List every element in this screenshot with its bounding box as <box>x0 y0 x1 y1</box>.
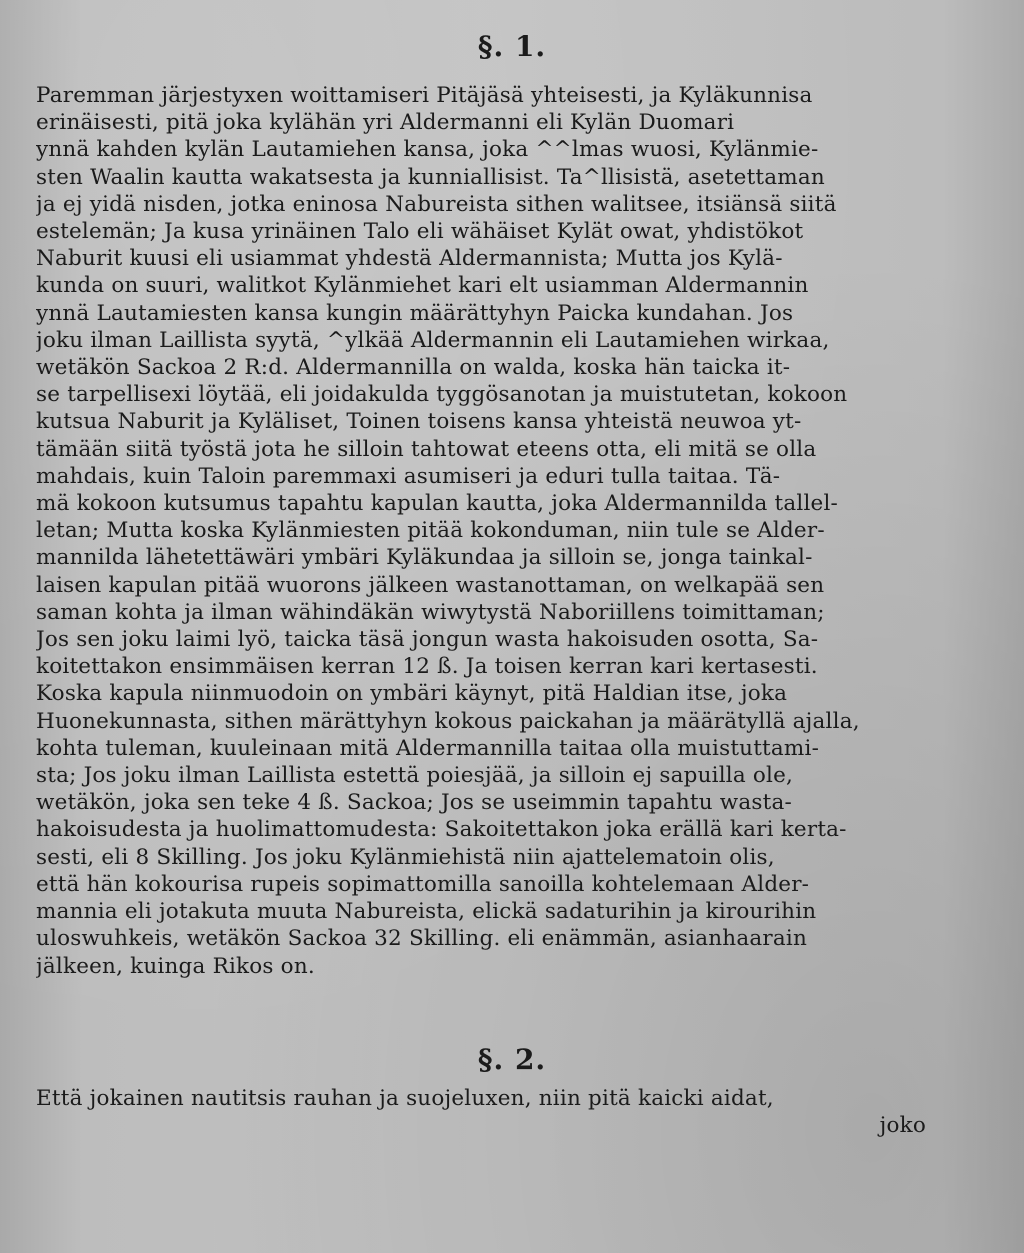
paragraph-line: Että jokainen nautitsis rauhan ja suojeluxen, niin pitä kaicki aidat, <box>36 1086 774 1111</box>
paragraph-line: mä kokoon kutsumus tapahtu kapulan kautta, joka Aldermannilda tallel- <box>36 491 839 517</box>
paragraph-line: Naburit kuusi eli usiammat yhdestä Aldermannista; Mutta jos Kylä- <box>36 246 783 272</box>
paragraph-line: kohta tuleman, kuuleinaan mitä Aldermannilla taitaa olla muistuttami- <box>36 735 820 761</box>
paragraph-line: saman kohta ja ilman wähindäkän wiwytystä Naboriillens toimittaman; <box>36 599 825 625</box>
paragraph-line: hakoisudesta ja huolimattomudesta: Sakoitettakon joka erällä kari kerta- <box>36 817 847 843</box>
paragraph-line: mannilda lähetettäwäri ymbäri Kyläkundaa ja silloin se, jonga tainkal- <box>36 545 813 571</box>
catchword: joko <box>879 1113 926 1139</box>
paragraph-line: ja ej yidä nisden, jotka eninosa Nabureista sithen walitsee, itsiänsä siitä <box>36 191 837 217</box>
paragraph-line: ynnä Lautamiesten kansa kungin määrättyhyn Paicka kundahan. Jos <box>36 300 794 326</box>
paragraph-line: sta; Jos joku ilman Laillista estettä poiesjää, ja silloin ej sapuilla ole, <box>36 763 794 789</box>
paragraph-line: sesti, eli 8 Skilling. Jos joku Kylänmiehistä niin ajattelematoin olis, <box>36 844 775 870</box>
paragraph-line: laisen kapulan pitää wuorons jälkeen wastanottaman, on welkapää sen <box>36 572 825 598</box>
paragraph-line: uloswuhkeis, wetäkön Sackoa 32 Skilling. eli enämmän, asianhaarain <box>36 926 808 952</box>
section-2-heading: §. 2. <box>477 1043 547 1076</box>
paragraph-line: jälkeen, kuinga Rikos on. <box>36 953 315 979</box>
section-2-paragraph <box>36 1085 926 1139</box>
section-1-paragraph <box>36 82 926 980</box>
paragraph-line: letan; Mutta koska Kylänmiesten pitää kokonduman, niin tule se Alder- <box>36 518 825 544</box>
paragraph-line: erinäisesti, pitä joka kylähän yri Aldermanni eli Kylän Duomari <box>36 110 735 136</box>
paragraph-line: kunda on suuri, walitkot Kylänmiehet kari elt usiamman Aldermannin <box>36 273 809 299</box>
paragraph-line: Huonekunnasta, sithen märättyhyn kokous paickahan ja määrätyllä ajalla, <box>36 708 860 734</box>
paragraph-line: Koska kapula niinmuodoin on ymbäri käynyt, pitä Haldian itse, joka <box>36 681 788 707</box>
paragraph-line: mannia eli jotakuta muuta Nabureista, elickä sadaturihin ja kirourihin <box>36 899 817 925</box>
paragraph-line: koitettakon ensimmäisen kerran 12 ß. Ja toisen kerran kari kertasesti. <box>36 654 818 680</box>
paragraph-line: Paremman järjestyxen woittamiseri Pitäjäsä yhteisesti, ja Kyläkunnisa <box>36 83 813 108</box>
section-1-heading: §. 1. <box>477 30 547 63</box>
paragraph-line: mahdais, kuin Taloin paremmaxi asumiseri ja eduri tulla taitaa. Tä- <box>36 463 781 489</box>
paragraph-line: Jos sen joku laimi lyö, taicka täsä jongun wasta hakoisuden osotta, Sa- <box>36 627 819 653</box>
paragraph-line: tämään siitä työstä jota he silloin tahtowat eteens otta, eli mitä se olla <box>36 436 817 462</box>
paragraph-line: estelemän; Ja kusa yrinäinen Talo eli wähäiset Kylät owat, yhdistökot <box>36 219 804 245</box>
paragraph-line: kutsua Naburit ja Kyläliset, Toinen toisens kansa yhteistä neuwoa yt- <box>36 409 802 435</box>
paragraph-line: wetäkön Sackoa 2 R:d. Aldermannilla on walda, koska hän taicka it- <box>36 355 791 381</box>
paragraph-line: se tarpellisexi löytää, eli joidakulda tyggösanotan ja muistutetan, kokoon <box>36 382 848 408</box>
paragraph-line: joku ilman Laillista syytä, ^ylkää Aldermannin eli Lautamiehen wirkaa, <box>36 327 830 353</box>
paragraph-line: sten Waalin kautta wakatsesta ja kunniallisist. Ta^llisistä, asetettaman <box>36 164 825 190</box>
paragraph-line: että hän kokourisa rupeis sopimattomilla sanoilla kohtelemaan Alder- <box>36 871 810 897</box>
paragraph-line: ynnä kahden kylän Lautamiehen kansa, joka ^^lmas wuosi, Kylänmie- <box>36 137 819 163</box>
paragraph-line: wetäkön, joka sen teke 4 ß. Sackoa; Jos se useimmin tapahtu wasta- <box>36 790 792 816</box>
